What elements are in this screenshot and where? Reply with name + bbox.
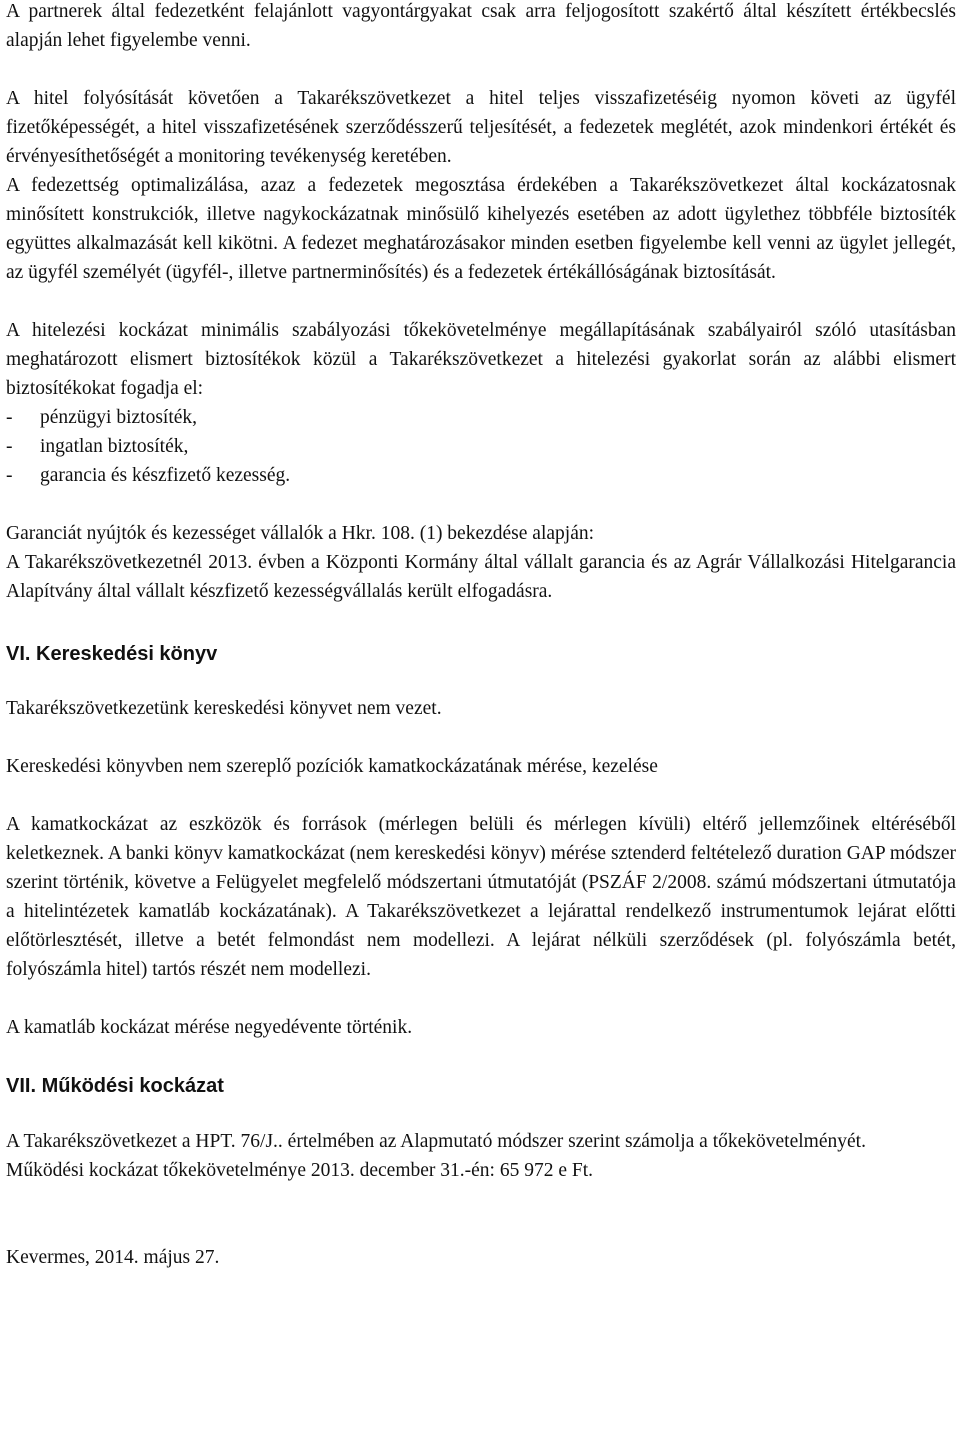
paragraph-collateral-valuation: A partnerek által fedezetként felajánlott vagyontárgyakat csak arra feljogosított szakértő által készített értékbecslés alapján lehet figyelembe venni.: [6, 1, 956, 51]
collateral-list: [6, 403, 956, 490]
document-page: [6, 0, 956, 1272]
paragraph-interest-rate-risk-title: Kereskedési könyvben nem szereplő pozíciók kamatkockázatának mérése, kezelése: [6, 756, 658, 777]
list-dash: -: [6, 407, 13, 428]
paragraph-collateral-optimization: A fedezettség optimalizálása, azaz a fedezetek megosztása érdekében a Takarékszövetkezet által kockázatosnak minősített konstrukciók, illetve nagykockázatnak minősülő kihelyezés esetében az adott ügylethez többféle biztosíték együttes alkalmazását kell kikötni. A fedezet meghatározásakor minden esetben figyelembe kell venni az ügylet jellegét, az ügyfél személyét (ügyfél-, illetve partnerminősítés) és a fedezetek értékállóságának biztosítását.: [6, 175, 956, 283]
list-item-text: pénzügyi biztosíték,: [40, 407, 198, 428]
paragraph-measurement-frequency: A kamatláb kockázat mérése negyedévente történik.: [6, 1017, 413, 1038]
section-heading-operational-risk: VII. Működési kockázat: [6, 1075, 224, 1097]
section-heading-trading-book: VI. Kereskedési könyv: [6, 643, 218, 665]
paragraph-guarantors-intro: Garanciát nyújtók és kezességet vállalók a Hkr. 108. (1) bekezdése alapján:: [6, 523, 595, 544]
paragraph-monitoring: A hitel folyósítását követően a Takarékszövetkezet a hitel teljes visszafizetéséig nyomon követi az ügyfél fizetőképességét, a hitel visszafizetésének szerződésszerű teljesítését, a fedezetek meglétét, azok mindenkori értékét és érvényesíthetőségét a monitoring tevékenység keretében.: [6, 88, 956, 167]
paragraph-interest-rate-risk: A kamatkockázat az eszközök és források (mérlegen belüli és mérlegen kívüli) eltérő jellemzőinek eltéréséből keletkeznek. A banki könyv kamatkockázat (nem kereskedési könyv) mérése sztenderd feltételező duration GAP módszer szerint történik, követve a Felügyelet megfelelő módszertani útmutatóját (PSZÁF 2/2008. számú módszertani útmutatója a hitelintézetek kamatláb kockázatának). A Takarékszövetkezet a lejárattal rendelkező instrumentumok lejárat előtti előtörlesztését, illetve a betét felmondást nem modellezi. A lejárat nélküli szerződések (pl. folyószámla betét, folyószámla hitel) tartós részét nem modellezi.: [6, 814, 956, 980]
list-item: [6, 432, 956, 461]
list-dash: -: [6, 465, 13, 486]
paragraph-guarantors: A Takarékszövetkezetnél 2013. évben a Központi Kormány által vállalt garancia és az Agrár Vállalkozási Hitelgarancia Alapítvány által vállalt készfizető kezességvállalás került elfogadásra.: [6, 552, 956, 602]
list-item-text: garancia és készfizető kezesség.: [40, 465, 291, 486]
list-item-text: ingatlan biztosíték,: [40, 436, 189, 457]
paragraph-trading-book: Takarékszövetkezetünk kereskedési könyvet nem vezet.: [6, 698, 442, 719]
list-item: [6, 461, 956, 490]
paragraph-recognized-collateral: A hitelezési kockázat minimális szabályozási tőkekövetelménye megállapításának szabályairól szóló utasításban meghatározott elismert biztosítékok közül a Takarékszövetkezet a hitelezési gyakorlat során az alábbi elismert biztosítékokat fogadja el:: [6, 320, 956, 399]
list-dash: -: [6, 436, 13, 457]
paragraph-operational-risk-method: A Takarékszövetkezet a HPT. 76/J.. értelmében az Alapmutató módszer szerint számolja a tőkekövetelményét.: [6, 1131, 866, 1152]
signature-place-date: Kevermes, 2014. május 27.: [6, 1247, 220, 1268]
paragraph-operational-risk-capital: Működési kockázat tőkekövetelménye 2013. december 31.-én: 65 972 e Ft.: [6, 1160, 593, 1181]
list-item: [6, 403, 956, 432]
